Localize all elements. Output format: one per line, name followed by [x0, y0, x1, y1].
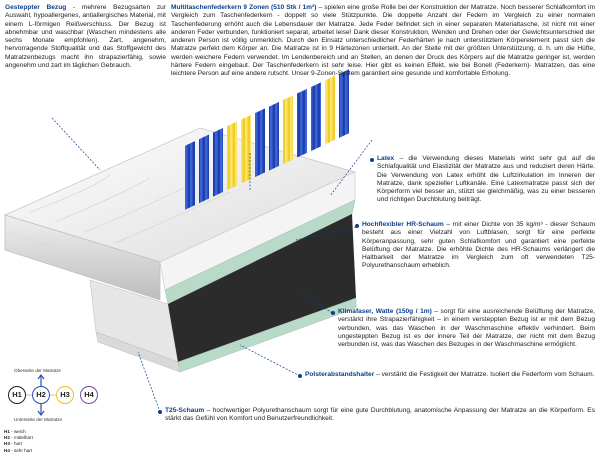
block-body: – hochwertiger Polyurethanschaum sorgt für eine gute Durchblutung, anatomische Anpassung der Matratze an die Körperform. Es stärkt das Gefühl von Komfort und Benutzerfreundlichkeit.	[165, 407, 595, 423]
block-body: – spielen eine große Rolle bei der Konstruktion der Matratze. Noch besserer Schlafkomfort im Vergleich zum Taschenfederkern - doppelt so viele Stützpunkte. Die doppelte Anzahl der Federn im Vergleich zu einer normalen Taschenfederung erhöht auch die Lebensdauer der Matratze. Jede Feder befindet sich in einer separaten Materialtasche, ist nicht mit einer anderen Feder verbunden, funktioniert separat, arbeitet leise! Dank dieser Konstruktion, Wenden und Drehen oder der Gewichtsunterschied der anderen Person ist völlig unmerklich. Durch den Einsatz unterschiedlicher Federhärten je nach unterstütztem Körperelement passt sich die Matratze perfekt dem Körper an. Die Matratze ist in 9 Härtezonen unterteilt. An der Stelle mit der größten Unterstützung, d. h. um die Hüfte, werden weichere Federn verwendet. Im Lendenbereich und an Stellen, an denen der Druck des Körpers auf die Matratze geringer ist, werden härtere Federn eingebaut. Der Taschenfederkern ist sehr leise. Hier gibt es keinen Effekt, wie bei Bonell (Federkern)- Matratzen, das eine leichtere Person auf eine andere rutscht. Unser 9-Zonen-System garantiert eine gesunde und komfortable Erholung.	[171, 4, 595, 78]
legend-item: H2 - mittelhart	[4, 435, 33, 441]
legend-item: H1 - weich	[4, 429, 26, 434]
hardness-legend	[4, 429, 33, 454]
block-title: T25-Schaum	[165, 407, 205, 414]
block-body: – verstärkt die Festigkeit der Matratze. Isoliert die Federform vom Schaum.	[374, 371, 595, 378]
hardness-h3: H3	[56, 386, 74, 404]
legend-item: H4 - sehr hart	[4, 447, 33, 453]
hardness-top-label: Oberseite der Matratze	[14, 368, 61, 373]
block-body: - mehrere Bezugsarten zur Auswahl, hypoallergenes, antiallergisches Material, mit einem L-förmigen Reißverschluss. Der Bezug ist abnehmbar und waschbar (Waschen mindestens alle sechs Monate empfohlen). Zart, angenehm, hervorragende Stoffqualität und das Stoffgewicht des Matratzenbezugs macht ihn strapazierfähig, sowie angenehm und zart im täglichen Gebrauch.	[5, 4, 166, 70]
block-title: Multitaschenfederkern 9 Zonen (510 Stk / 1m²)	[171, 4, 317, 11]
hardness-h2: H2	[32, 386, 50, 404]
block-title: Gesteppter Bezug	[5, 4, 67, 11]
legend-item: H3 - hart	[4, 441, 22, 447]
block-title: Hochflexibler HR-Schaum	[362, 221, 444, 228]
block-title: Klimafaser, Watte (150g / 1m)	[338, 308, 432, 315]
block-body: – mit einer Dichte von 35 kg/m³ - dieser Schaum besteht aus einer Vielzahl von Luftblasen, sorgt für eine perfekte Körperanpassung, sehr guten Schlafkomfort und garantiert eine perfekte Belüftung der Matratze. Die erhöhte Dichte des HR-Schaums verlängert die Haltbarkeit der Matratze im Vergleich zum oft verwendeten T25-Polyurethanschaum erheblich.	[362, 221, 596, 270]
block-title: Polsterabstandshalter	[305, 371, 375, 378]
block-body: – sorgt für eine ausreichende Belüftung der Matratze, verstärkt ihre Strapazierfähigkeit – in einem versteppten Bezug ist er mit dem Bezug verbunden, was das Waschen in der Waschmaschine effektiv verhindert. Beim ungesteppten Bezug ist es der innere Teil der Matratze, der nicht mit dem Bezug verbunden ist, was das Waschen des Bezuges in der Waschmaschine ermöglicht.	[338, 308, 595, 349]
block-title: Latex	[377, 155, 395, 162]
block-body: – die Verwendung dieses Materials wirkt sehr gut auf die Schlafqualität und Elastizität der Matratze aus und reduziert deren Härte. Die Verwendung von Latex erhöht die Luftzirkulation im Inneren der Matratze, dank spezieller Luftkanäle. Eine Latexmatratze passt sich der Körperform viel besser an, stützt sie gleichmäßig, was zu einer besseren und richtigen Durchblutung beiträgt.	[377, 155, 595, 204]
hardness-h1: H1	[8, 386, 26, 404]
hardness-h4: H4	[80, 386, 98, 404]
hardness-bottom-label: Unterseite der Matratze	[14, 417, 62, 422]
